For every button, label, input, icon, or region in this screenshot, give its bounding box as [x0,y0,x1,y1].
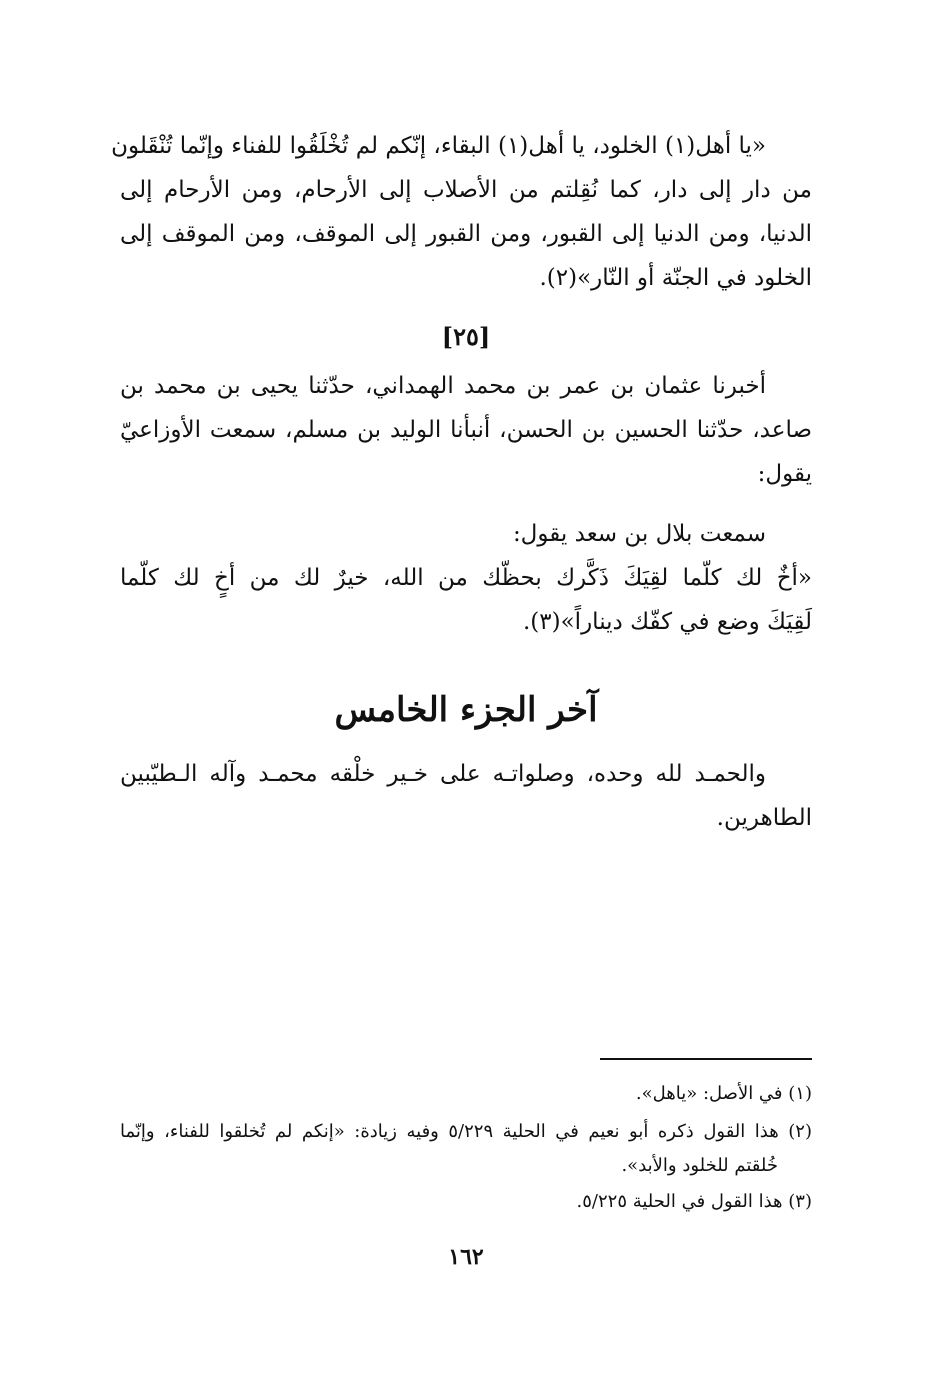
saying-line: لَقِيَكَ وضع في كفّك ديناراً»(٣). [522,609,812,635]
passage-line: من دار إلى دار، كما نُقِلتم من الأصلاب إلى الأرحام، ومن الأرحام إلى [120,177,812,203]
footnote-continuation: خُلقتم للخلود والأبد». [621,1155,778,1176]
closing-line: والحمـد لله وحده، وصلواتـه على خـير خلْقه محمـد وآله الـطيّبين [120,761,766,787]
isnad-line: صاعد، حدّثنا الحسين بن الحسن، أنبأنا الوليد بن مسلم، سمعت الأوزاعيّ [120,417,812,443]
passage-line: الدنيا، ومن الدنيا إلى القبور، ومن القبور إلى الموقف، ومن الموقف إلى [120,221,812,247]
footnote: (٣) هذا القول في الحلية ٥/٢٢٥. [576,1191,812,1212]
isnad-line: يقول: [757,461,812,487]
saying-line: «أخٌ لك كلّما لقِيَكَ ذَكَّرك بحظّك من الله، خيرٌ لك من أخٍ لك كلّما [120,565,812,591]
closing-line: الطاهرين. [716,805,812,831]
footnote: (٢) هذا القول ذكره أبو نعيم في الحلية ٥/٢٢٩ وفيه زيادة: «إنكم لم تُخلقوا للفناء، وإنّما [120,1121,812,1142]
footnote-divider [600,1058,812,1060]
footnote: (١) في الأصل: «ياهل». [635,1083,812,1104]
book-page [111,0,812,1380]
saying-line: سمعت بلال بن سعد يقول: [512,521,766,547]
passage-line: «يا أهل(١) الخلود، يا أهل(١) البقاء، إنّكم لم تُخْلَقُوا للفناء وإنّما تُنْقَلون [111,133,766,159]
passage-line: الخلود في الجنّة أو النّار»(٢). [539,265,812,291]
isnad-line: أخبرنا عثمان بن عمر بن محمد الهمداني، حدّثنا يحيى بن محمد بن [120,373,766,399]
part-title: آخر الجزء الخامس [334,690,598,730]
section-number: [٢٥] [441,322,491,351]
page-number: ١٦٢ [448,1244,484,1270]
